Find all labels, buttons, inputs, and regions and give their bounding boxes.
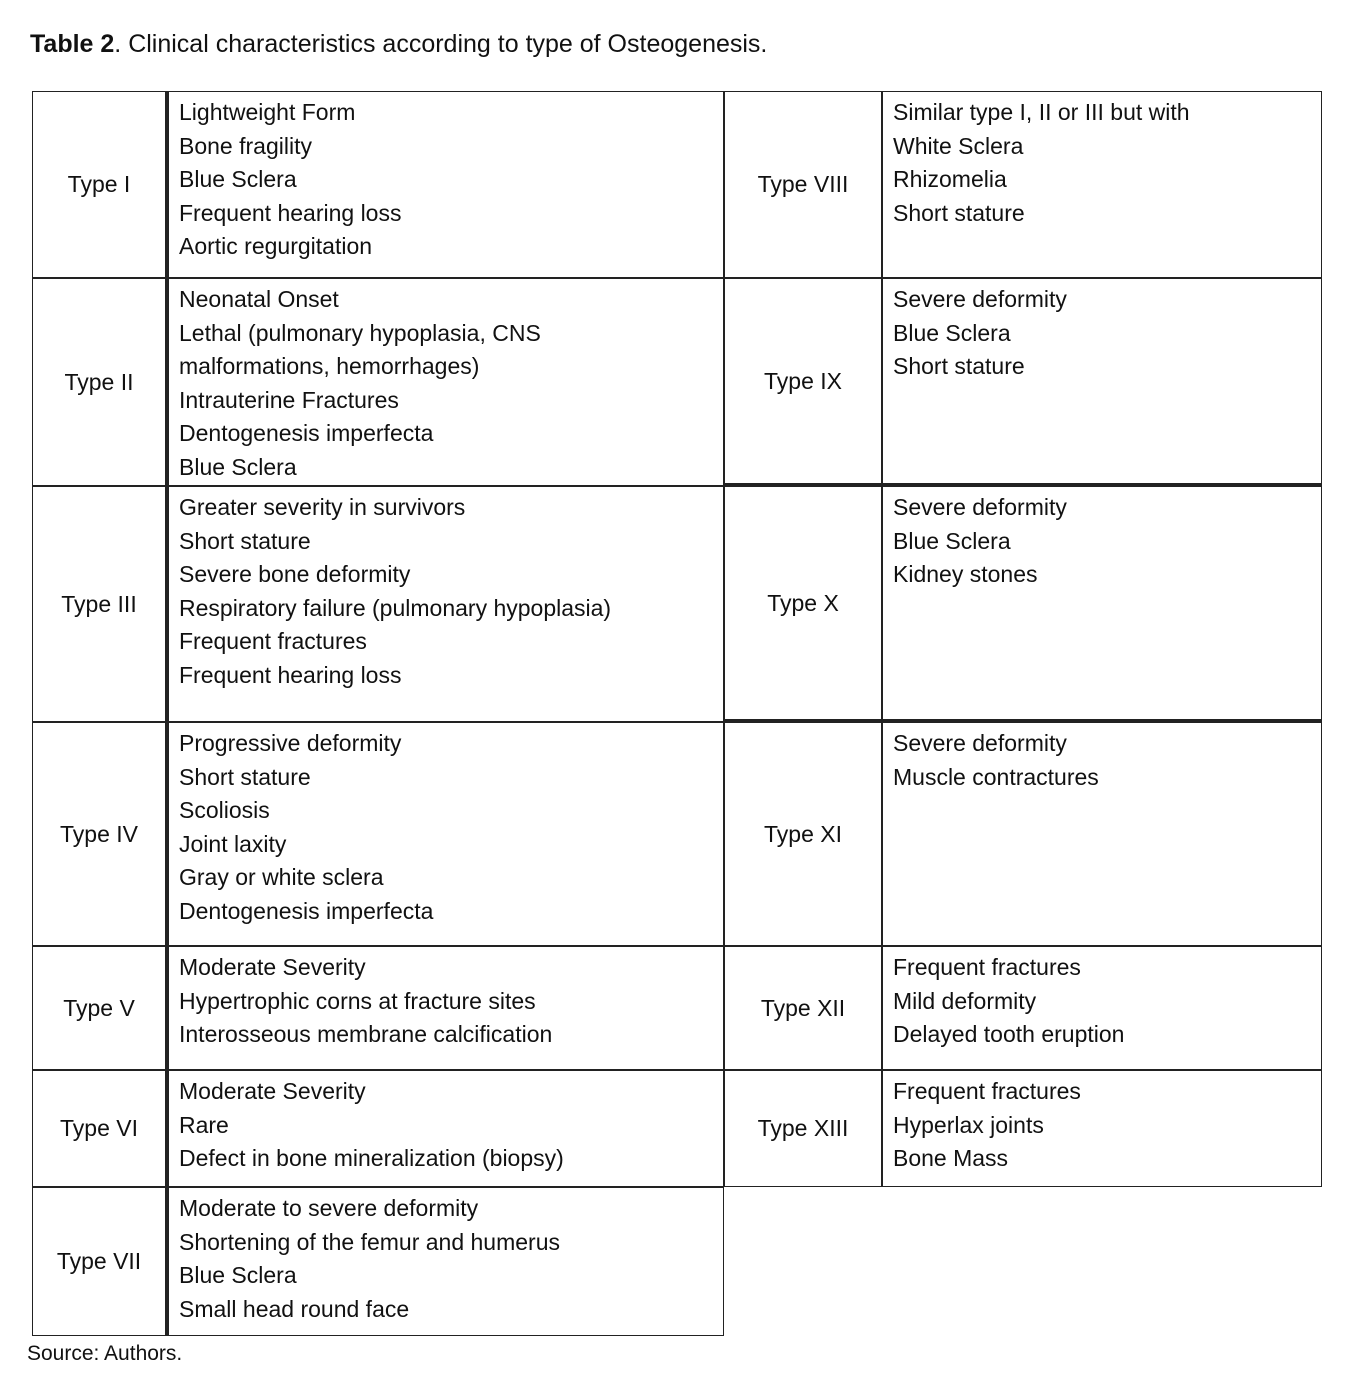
characteristic-item: Defect in bone mineralization (biopsy): [179, 1145, 564, 1171]
characteristic-item: Blue Sclera: [893, 319, 1011, 346]
type-label: Type IV: [60, 820, 138, 847]
characteristic-item: Mild deformity: [893, 987, 1037, 1014]
characteristic-item: Blue Sclera: [893, 527, 1011, 554]
characteristic-item: Neonatal Onset: [179, 286, 339, 312]
type-label: Type II: [64, 368, 134, 395]
type-label: Type V: [63, 994, 135, 1021]
characteristic-item: Severe bone deformity: [179, 561, 411, 587]
right-type-cell: [724, 722, 882, 946]
characteristic-item: Respiratory failure (pulmonary hypoplasia): [179, 594, 612, 621]
left-type-cell: [32, 1187, 166, 1336]
characteristic-item: Muscle contractures: [893, 763, 1099, 790]
characteristic-item: Moderate Severity: [179, 954, 366, 980]
characteristic-item: Frequent fractures: [893, 1078, 1081, 1104]
table-title: . Clinical characteristics according to type of Osteogenesis.: [114, 30, 768, 58]
left-characteristics-cell: [166, 722, 724, 946]
characteristic-item: Dentogenesis imperfecta: [179, 420, 434, 446]
left-characteristics-cell: [166, 278, 724, 486]
characteristic-item: Rare: [179, 1111, 229, 1138]
characteristic-item: Aortic regurgitation: [179, 233, 373, 259]
characteristic-item: Dentogenesis imperfecta: [179, 897, 434, 924]
right-type-cell: [724, 1070, 882, 1187]
characteristic-item: Blue Sclera: [179, 453, 297, 480]
type-label: Type VII: [56, 1248, 142, 1274]
right-characteristics-cell: [882, 91, 1322, 278]
characteristic-item: Lethal (pulmonary hypoplasia, CNS: [179, 319, 541, 346]
characteristic-item: Severe deformity: [893, 730, 1067, 756]
characteristic-item: Progressive deformity: [179, 730, 402, 756]
table-caption: [30, 26, 767, 62]
type-label: Type III: [61, 590, 137, 617]
characteristic-item: Lightweight Form: [179, 99, 356, 125]
type-label: Type XI: [764, 820, 842, 847]
characteristic-item: Short stature: [179, 763, 311, 790]
characteristic-item: Bone fragility: [179, 132, 312, 159]
table-label: Table 2: [30, 30, 115, 58]
characteristic-item: Severe deformity: [893, 286, 1067, 312]
characteristic-item: Moderate Severity: [179, 1078, 366, 1104]
characteristic-item: Kidney stones: [893, 561, 1038, 587]
type-label: Type VIII: [757, 171, 849, 197]
right-type-cell: [724, 278, 882, 486]
left-characteristics-cell: [166, 1187, 724, 1336]
characteristic-item: Shortening of the femur and humerus: [179, 1228, 561, 1255]
characteristic-item: Short stature: [893, 199, 1025, 226]
right-type-cell: [724, 486, 882, 722]
characteristic-item: Short stature: [893, 353, 1025, 379]
characteristic-item: Frequent hearing loss: [179, 661, 402, 688]
right-type-cell: [724, 946, 882, 1070]
right-type-cell: [724, 91, 882, 278]
left-type-cell: [32, 486, 166, 722]
characteristic-item: Severe deformity: [893, 494, 1067, 520]
left-characteristics-cell: [166, 486, 724, 722]
type-label: Type VI: [60, 1115, 138, 1141]
left-type-cell: [32, 91, 166, 278]
characteristic-item: Rhizomelia: [893, 166, 1007, 192]
characteristic-item: Frequent hearing loss: [179, 199, 402, 226]
characteristic-item: White Sclera: [893, 132, 1024, 159]
characteristic-item: Hyperlax joints: [893, 1111, 1044, 1138]
characteristic-item: Blue Sclera: [179, 1262, 297, 1288]
characteristic-item: Greater severity in survivors: [179, 494, 466, 520]
left-type-cell: [32, 1070, 166, 1187]
type-label: Type IX: [764, 367, 842, 394]
right-characteristics-cell: [882, 278, 1322, 486]
left-characteristics-cell: [166, 1070, 724, 1187]
characteristic-item: Bone Mass: [893, 1145, 1009, 1171]
characteristic-item: Frequent fractures: [893, 954, 1081, 980]
left-type-cell: [32, 722, 166, 946]
characteristic-item: Joint laxity: [179, 830, 287, 857]
characteristic-item: Hypertrophic corns at fracture sites: [179, 987, 536, 1014]
right-characteristics-cell: [882, 946, 1322, 1070]
left-type-cell: [32, 946, 166, 1070]
characteristic-item: Delayed tooth eruption: [893, 1021, 1125, 1047]
characteristic-item: malformations, hemorrhages): [179, 353, 480, 379]
right-characteristics-cell: [882, 486, 1322, 722]
source-note: Source: Authors.: [27, 1342, 183, 1365]
characteristic-item: Frequent fractures: [179, 628, 367, 654]
right-characteristics-cell: [882, 722, 1322, 946]
characteristic-item: Gray or white sclera: [179, 864, 384, 890]
characteristic-item: Interosseous membrane calcification: [179, 1021, 553, 1047]
left-type-cell: [32, 278, 166, 486]
characteristic-item: Blue Sclera: [179, 166, 297, 192]
characteristic-item: Short stature: [179, 527, 311, 554]
characteristic-item: Similar type I, II or III but with: [893, 99, 1190, 125]
type-label: Type I: [67, 171, 131, 197]
right-characteristics-cell: [882, 1070, 1322, 1187]
left-characteristics-cell: [166, 946, 724, 1070]
characteristic-item: Intrauterine Fractures: [179, 386, 399, 413]
left-characteristics-cell: [166, 91, 724, 278]
characteristic-item: Small head round face: [179, 1295, 410, 1322]
characteristic-item: Moderate to severe deformity: [179, 1195, 479, 1221]
type-label: Type XII: [760, 994, 846, 1021]
type-label: Type X: [767, 589, 839, 616]
characteristic-item: Scoliosis: [179, 797, 270, 823]
type-label: Type XIII: [757, 1115, 849, 1141]
